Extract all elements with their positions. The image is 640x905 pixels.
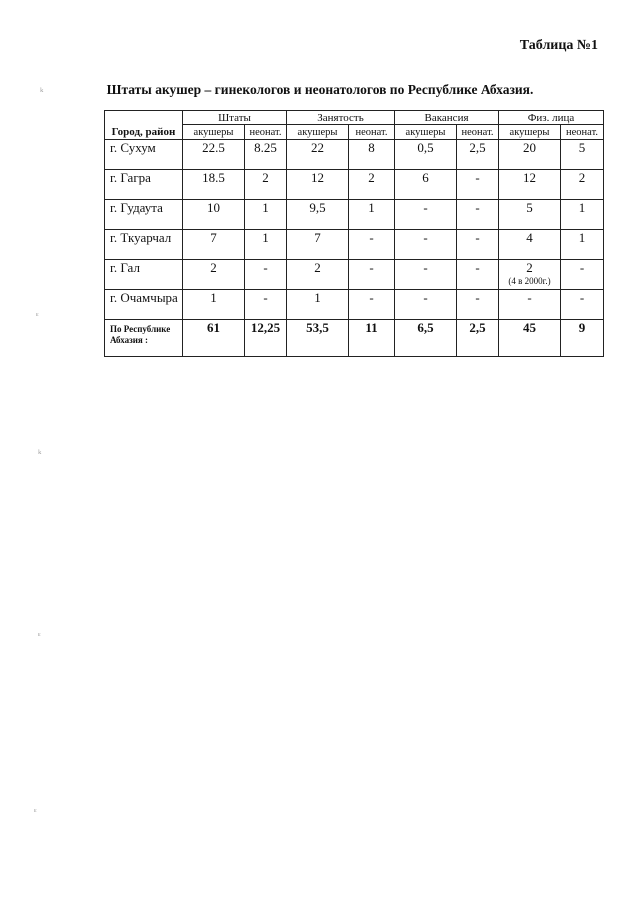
table-cell: - (245, 290, 287, 320)
table-cell-value: 2 (526, 260, 533, 275)
table-cell: 1 (349, 200, 395, 230)
table-cell: - (457, 200, 499, 230)
scan-mark: ᵏ (40, 86, 44, 98)
table-cell: 0,5 (395, 140, 457, 170)
table-row (105, 260, 604, 290)
scan-mark: ᵋ (38, 630, 41, 642)
table-cell: - (395, 260, 457, 290)
table-cell: 6 (395, 170, 457, 200)
table-cell: 18.5 (183, 170, 245, 200)
group-header-row (105, 111, 604, 125)
total-cell: 6,5 (395, 320, 457, 357)
sub-header: неонат. (561, 125, 604, 140)
table-cell: - (395, 230, 457, 260)
table-cell: - (349, 230, 395, 260)
table-cell: 9,5 (287, 200, 349, 230)
group-header-vacancy: Вакансия (395, 111, 499, 125)
table-cell: 2 (561, 170, 604, 200)
table-cell: 12 (499, 170, 561, 200)
table-cell: 1 (287, 290, 349, 320)
total-cell: 61 (183, 320, 245, 357)
table-cell: - (245, 260, 287, 290)
table-number: Таблица №1 (519, 38, 598, 53)
table-row (105, 200, 604, 230)
total-cell: 9 (561, 320, 604, 357)
table-cell: 2 (349, 170, 395, 200)
total-cell: 53,5 (287, 320, 349, 357)
sub-header: неонат. (349, 125, 395, 140)
table-cell: 4 (499, 230, 561, 260)
table-cell: - (349, 260, 395, 290)
document-title: Штаты акушер – гинекологов и неонатологов по Республике Абхазия. (106, 82, 534, 97)
table-cell: 8.25 (245, 140, 287, 170)
city-cell: г. Ткуарчал (105, 230, 183, 260)
city-cell: г. Сухум (105, 140, 183, 170)
table-cell: 12 (287, 170, 349, 200)
sub-header: акушеры (499, 125, 561, 140)
table-cell: 10 (183, 200, 245, 230)
total-cell: 11 (349, 320, 395, 357)
table-row (105, 140, 604, 170)
group-header-occupied: Занятость (287, 111, 395, 125)
total-cell: 12,25 (245, 320, 287, 357)
sub-header: неонат. (245, 125, 287, 140)
sub-header: акушеры (183, 125, 245, 140)
city-cell: г. Гагра (105, 170, 183, 200)
table-cell: 7 (287, 230, 349, 260)
city-column-header: Город, район (105, 125, 183, 140)
table-row (105, 290, 604, 320)
table-cell: - (499, 290, 561, 320)
table-cell: 8 (349, 140, 395, 170)
sub-header-row (105, 125, 604, 140)
table-cell: - (395, 290, 457, 320)
table-cell: 1 (561, 200, 604, 230)
city-cell: г. Гал (105, 260, 183, 290)
table-cell: 7 (183, 230, 245, 260)
group-header-individuals: Физ. лица (499, 111, 604, 125)
total-label: По Республике Абхазия : (105, 320, 183, 357)
total-cell: 45 (499, 320, 561, 357)
table-cell: 22.5 (183, 140, 245, 170)
table-cell: 22 (287, 140, 349, 170)
table-row (105, 230, 604, 260)
scan-mark: ᵏ (38, 448, 42, 460)
table-cell: 1 (561, 230, 604, 260)
footnote-text: (4 в 2000г.) (508, 276, 551, 286)
table-cell: - (457, 260, 499, 290)
table-cell: - (395, 200, 457, 230)
table-cell: 5 (499, 200, 561, 230)
total-cell: 2,5 (457, 320, 499, 357)
table-row (105, 170, 604, 200)
sub-header: акушеры (395, 125, 457, 140)
table-cell: 2 (183, 260, 245, 290)
staff-table (104, 110, 604, 357)
table-cell: - (457, 230, 499, 260)
city-cell: г. Гудаута (105, 200, 183, 230)
table-cell: 2,5 (457, 140, 499, 170)
table-cell: 2 (245, 170, 287, 200)
group-header-staff: Штаты (183, 111, 287, 125)
table-cell: 1 (183, 290, 245, 320)
scan-mark: ᵋ (36, 310, 39, 322)
table-cell: - (561, 260, 604, 290)
table-cell: - (457, 290, 499, 320)
city-cell: г. Очамчыра (105, 290, 183, 320)
sub-header: акушеры (287, 125, 349, 140)
header-corner (105, 111, 183, 125)
total-row (105, 320, 604, 357)
table-cell: 20 (499, 140, 561, 170)
table-cell: - (561, 290, 604, 320)
table-cell: 5 (561, 140, 604, 170)
table-cell: - (457, 170, 499, 200)
table-cell: 2 (287, 260, 349, 290)
table-cell-with-note (499, 260, 561, 290)
table-cell: 1 (245, 200, 287, 230)
scan-mark: ᵋ (34, 806, 37, 818)
sub-header: неонат. (457, 125, 499, 140)
table-cell: - (349, 290, 395, 320)
table-cell: 1 (245, 230, 287, 260)
